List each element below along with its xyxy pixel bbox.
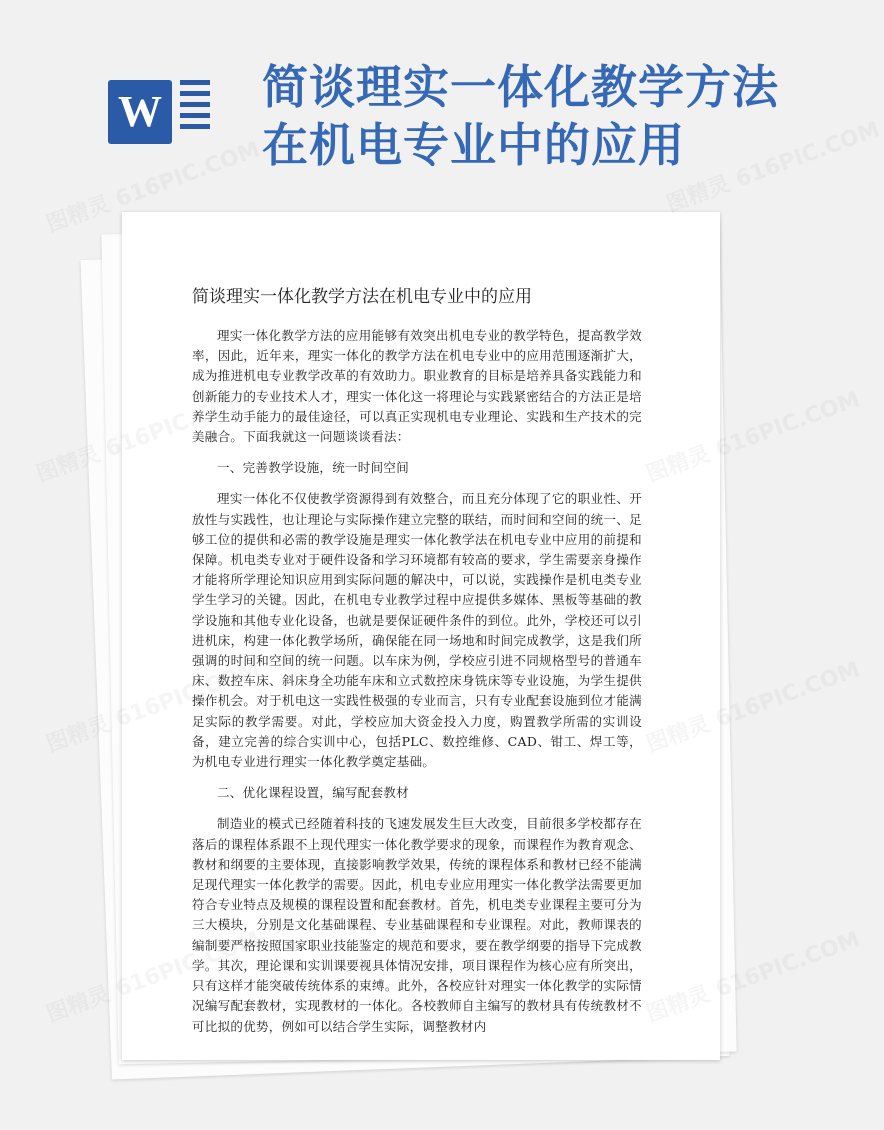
watermark-text: 图精灵 616PIC.COM — [643, 927, 864, 1028]
watermark-text: 图精灵 616PIC.COM — [663, 117, 884, 218]
word-icon-square — [108, 80, 172, 144]
intro-paragraph: 理实一体化教学方法的应用能够有效突出机电专业的教学特色，提高教学效率，因此，近年来，理实一体化的教学方法在机电专业中的应用范围逐渐扩大，成为推进机电专业教学改革的有效助力。职业教育的目标是培养具备实践能力和创新能力的专业技术人才，理实一体化这一将理论与实践紧密结合的方法正是培养学生动手能力的最佳途径，可以真正实现机电专业理论、实践和生产技术的完美融合。下面我就这一问题谈谈看法： — [192, 328, 642, 445]
word-icon-lines — [172, 80, 216, 144]
document-body — [192, 326, 642, 1037]
watermark-text: 图精灵 — [43, 711, 114, 758]
watermark-text: 图精灵 616PIC.COM — [643, 657, 864, 758]
banner-header — [0, 0, 800, 200]
word-doc-icon — [108, 70, 220, 154]
document-page — [122, 212, 720, 1060]
watermark-text: 图精灵 616PIC.COM — [643, 387, 864, 488]
section-heading-2: 二、优化课程设置，编写配套教材 — [217, 785, 410, 801]
section-heading-1: 一、完善教学设施，统一时间空间 — [217, 460, 410, 476]
document-title: 简谈理实一体化教学方法在机电专业中的应用 — [192, 287, 532, 307]
banner-title: 简谈理实一体化教学方法在机电专业中的应用 — [262, 60, 779, 172]
section-paragraph-2: 制造业的模式已经随着科技的飞速发展发生巨大改变，目前很多学校都存在落后的课程体系跟不上现代理实一体化教学要求的现象，而课程作为教育观念、教材和纲要的主要体现，直接影响教学效果，传统的课程体系和教材已经不能满足现代理实一体化教学的需要。因此，机电专业应用理实一体化教学法需要更加符合专业特点及规模的课程设置和配套教材。首先，机电类专业课程主要可分为三大模块，分别是文化基础课程、专业基础课程和专业课程。对此，教师课表的编制要严格按照国家职业技能鉴定的规范和要求，要在教学纲要的指导下完成教学。其次，理论课和实训课要视具体情况安排，项目课程作为核心应有所突出，只有这样才能突破传统体系的束缚。此外，各校应针对理实一体化教学的实际情况编写配套教材，实现教材的一体化。各校教师自主编写的教材具有传统教材不可比拟的优势，例如可以结合学生实际，调整教材内 — [192, 816, 642, 1034]
watermark-text: 图精灵 — [43, 981, 114, 1028]
section-paragraph-1: 理实一体化不仅使教学资源得到有效整合，而且充分体现了它的职业性、开放性与实践性，也让理论与实际操作建立完整的联结，而时间和空间的统一、足够工位的提供和必需的教学设施是理实一体化教学法在机电专业中应用的前提和保障。机电类专业对于硬件设备和学习环境都有较高的要求，学生需要亲身操作才能将所学理论知识应用到实际问题的解决中，可以说，实践操作是机电类专业学生学习的关键。因此，在机电专业教学过程中应提供多媒体、黑板等基础的教学设施和其他专业化设备，也就是要保证硬件条件的到位。此外，学校还可以引进机床，构建一体化教学场所，确保能在同一场地和时间完成教学，这是我们所强调的时间和空间的统一问题。以车床为例，学校应引进不同规格型号的普通车床、数控车床、斜床身全功能车床和立式数控床身铣床等专业设施，为学生提供操作机会。对于机电这一实践性极强的专业而言，只有专业配套设施到位才能满足实际的教学需要。对此，学校应加大资金投入力度，购置教学所需的实训设备，建立完善的综合实训中心，包括PLC、数控维修、CAD、钳工、焊工等，为机电专业进行理实一体化教学奠定基础。 — [192, 491, 642, 770]
word-icon-letter: W — [118, 87, 162, 136]
watermark-text: 图精灵 — [33, 441, 104, 488]
watermark-text: 图精灵 616PIC.COM — [43, 137, 264, 238]
